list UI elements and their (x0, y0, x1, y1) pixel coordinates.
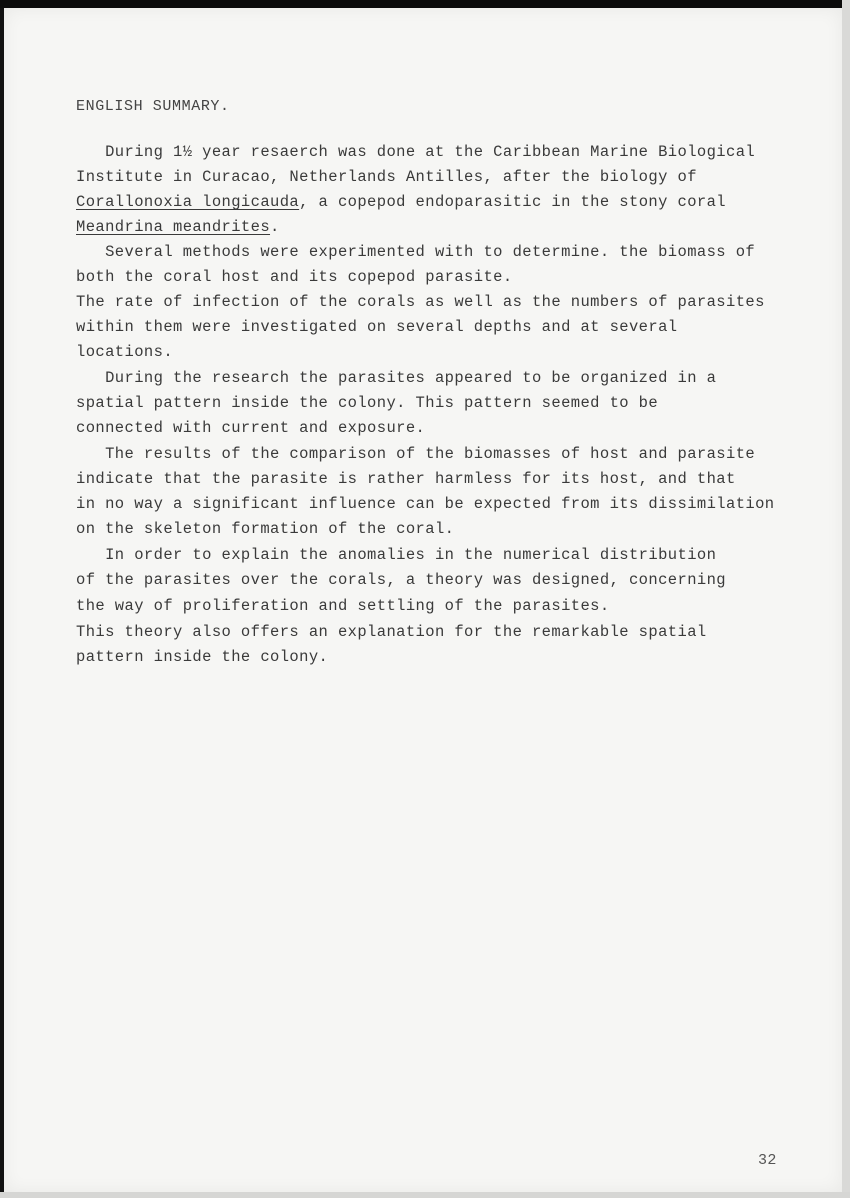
paragraph-line-9: locations. (76, 343, 174, 361)
page-number: 32 (758, 1152, 777, 1169)
paragraph-line-5: Several methods were experimented with to determine. the biomass of (76, 243, 756, 261)
paragraph-line-2: Institute in Curacao, Netherlands Antilles, after the biology of (76, 168, 697, 186)
paragraph-line-7: The rate of infection of the corals as well as the numbers of parasites (76, 293, 765, 311)
paragraph-line-19: the way of proliferation and settling of the parasites. (76, 597, 610, 615)
paragraph-line-17: In order to explain the anomalies in the numerical distribution (76, 546, 717, 564)
paragraph-line-12: connected with current and exposure. (76, 419, 426, 437)
scan-right-border (842, 0, 850, 1198)
paragraph-line-10: During the research the parasites appeared to be organized in a (76, 369, 717, 387)
paragraph-line-3-rest: , a copepod endoparasitic in the stony coral (299, 193, 727, 211)
paragraph-line-16: on the skeleton formation of the coral. (76, 520, 455, 538)
scan-bottom-border (0, 1192, 850, 1198)
scan-top-border (0, 0, 850, 8)
paragraph-line-20: This theory also offers an explanation for the remarkable spatial (76, 623, 707, 641)
paragraph-line-13: The results of the comparison of the biomasses of host and parasite (76, 445, 756, 463)
species-name-meandrina: Meandrina meandrites (76, 218, 271, 236)
paragraph-line-3 (76, 190, 726, 215)
paragraph-line-6: both the coral host and its copepod parasite. (76, 268, 513, 286)
paragraph-line-1: During 1½ year resaerch was done at the Caribbean Marine Biological (76, 143, 756, 161)
paragraph-line-14: indicate that the parasite is rather harmless for its host, and that (76, 470, 736, 488)
paragraph-line-11: spatial pattern inside the colony. This pattern seemed to be (76, 394, 659, 412)
paragraph-line-8: within them were investigated on several depths and at several (76, 318, 678, 336)
summary-heading: ENGLISH SUMMARY. (76, 98, 230, 115)
species-name-corallonoxia: Corallonoxia longicauda (76, 193, 300, 211)
paragraph-line-4 (76, 215, 280, 240)
paragraph-line-18: of the parasites over the corals, a theory was designed, concerning (76, 571, 727, 589)
paragraph-line-21: pattern inside the colony. (76, 648, 329, 666)
paragraph-line-15: in no way a significant influence can be expected from its dissimilation (76, 495, 775, 513)
paragraph-line-4-rest: . (270, 218, 280, 236)
